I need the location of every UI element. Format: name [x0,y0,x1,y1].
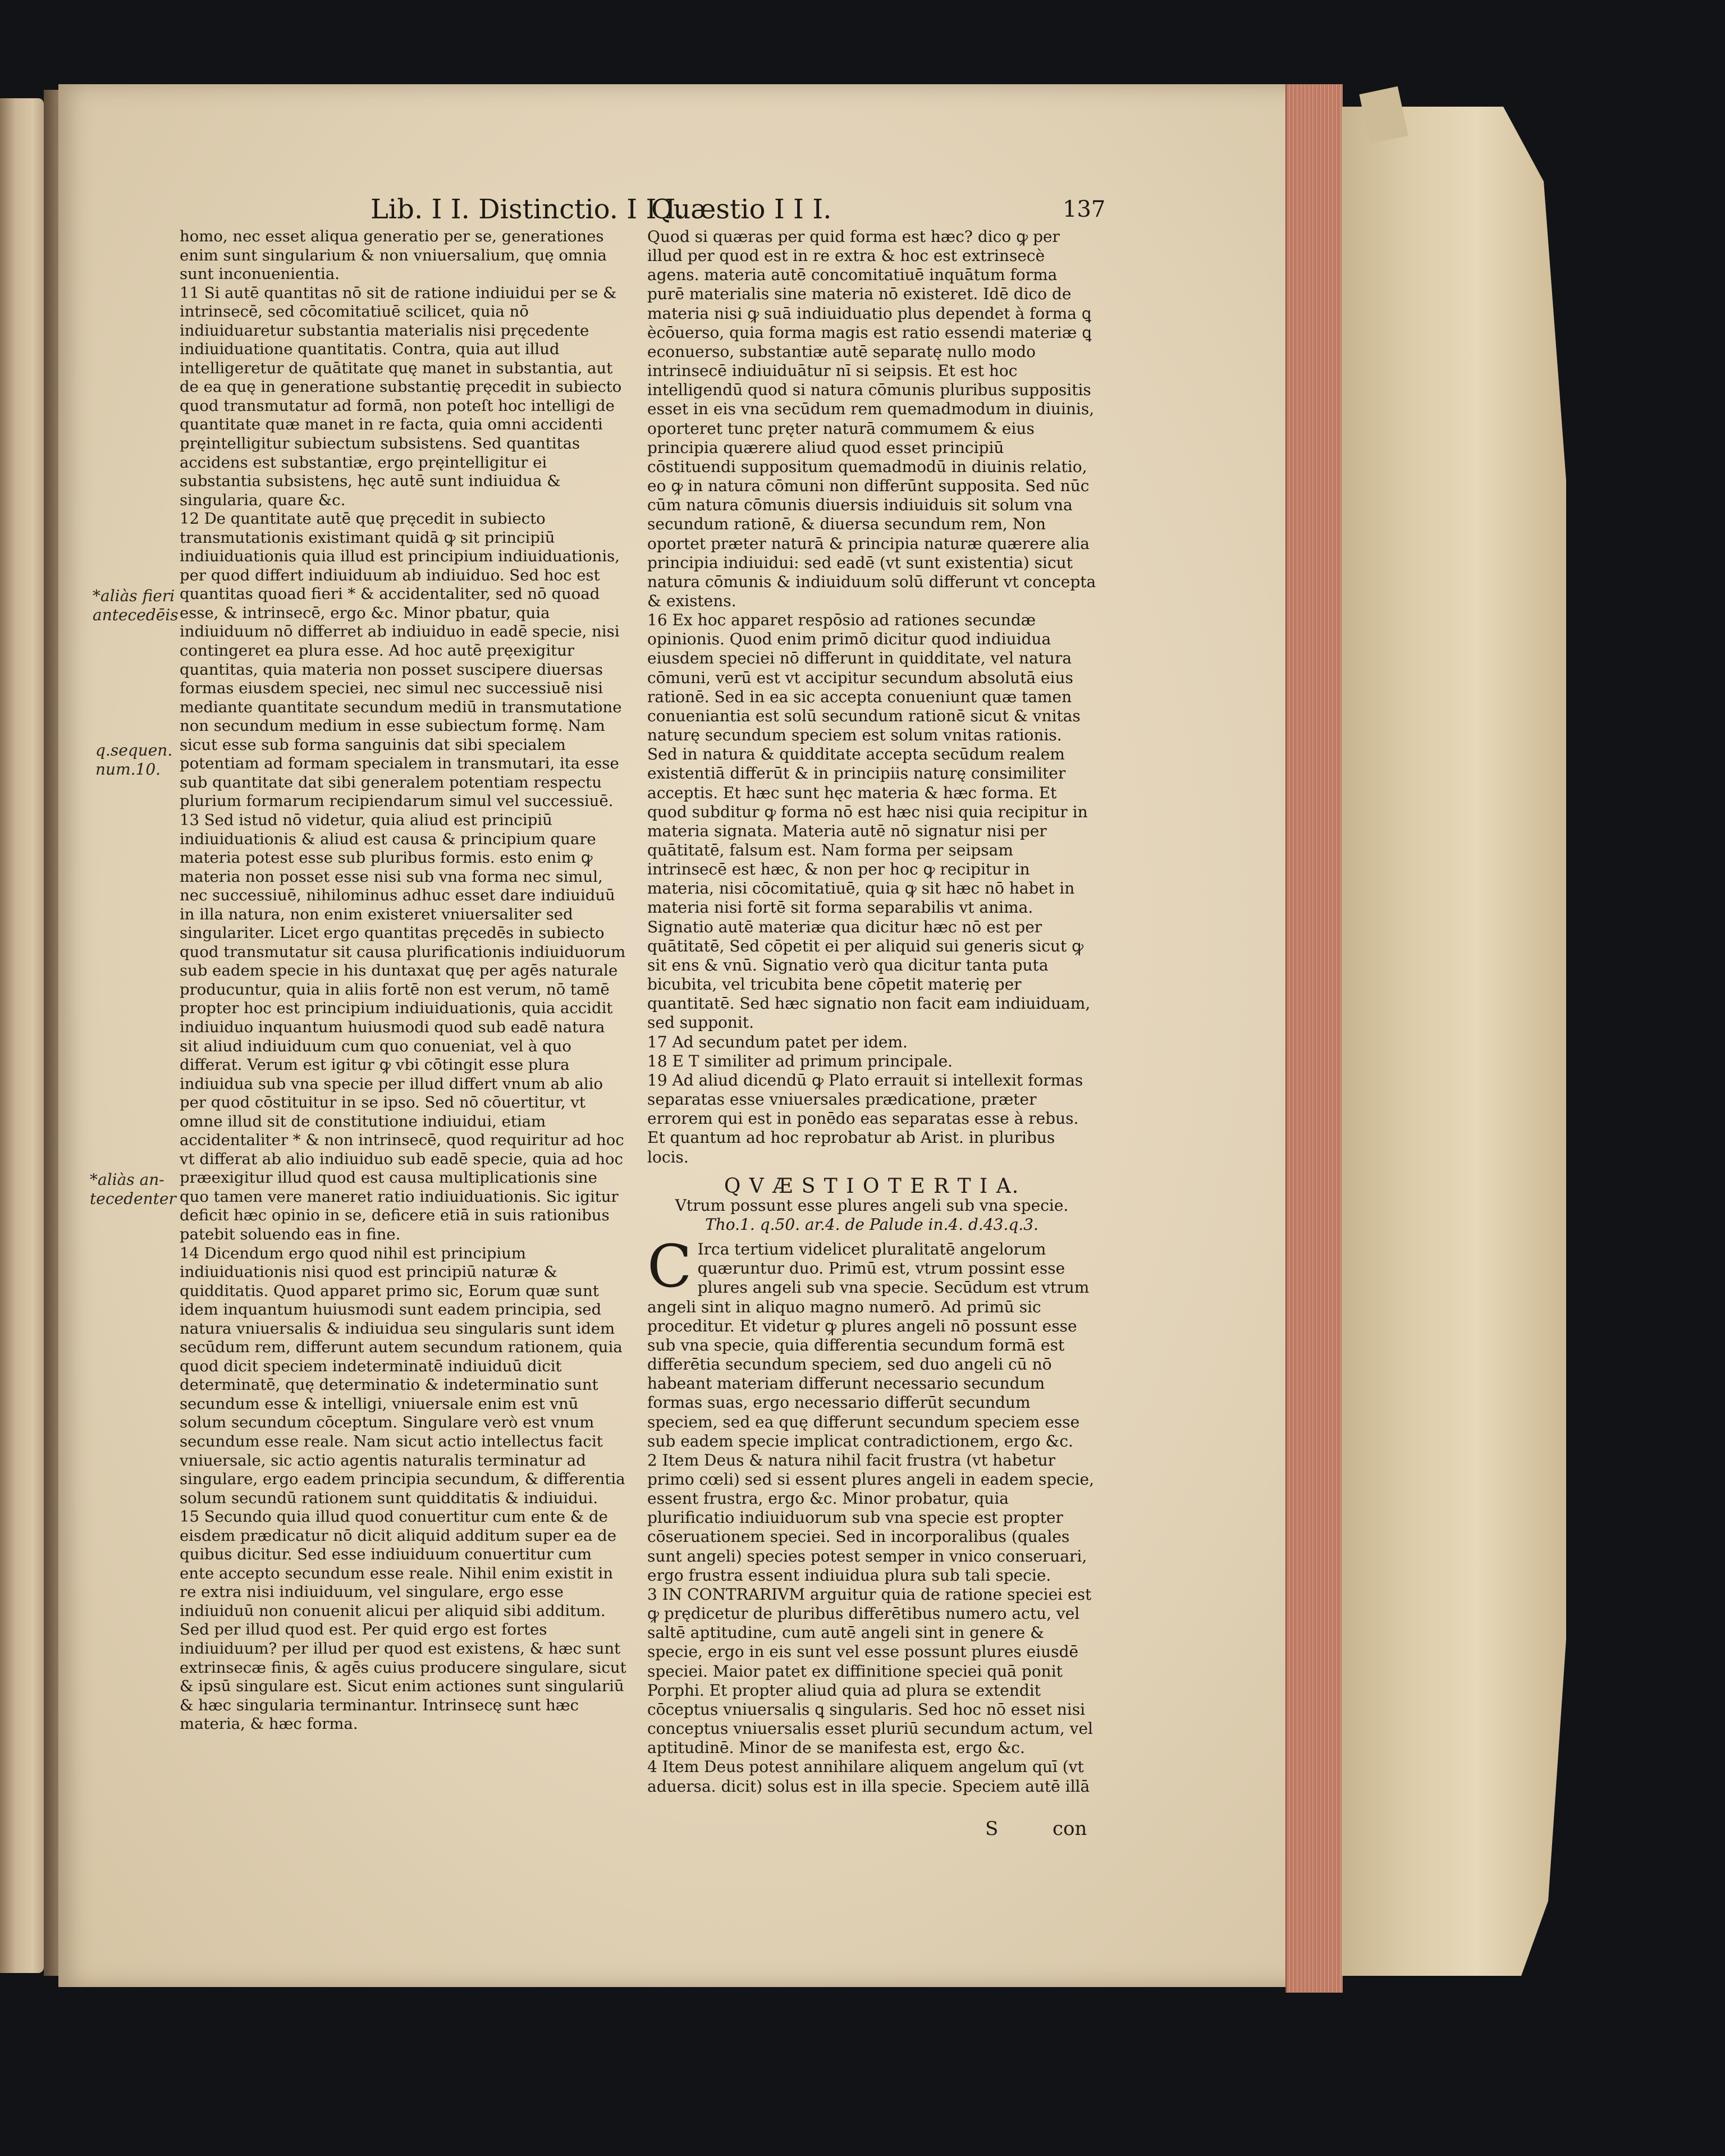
paragraph: 14 Dicendum ergo quod nihil est principium indiuiduationis nisi quod est principiū naturæ & quidditatis. Quod apparet primo sic, Eorum quæ sunt idem inquantum huiusmodi sunt eadem principia, sed natura vniuersalis & indiuidua seu singularis sunt idem secūdum rem, differunt autem secundum rationem, quia quod dicit speciem indeterminatē indiuiduū dicit determinatē, quę determinatio & indeterminatio sunt secundum esse & intelligi, vniuersale enim est vnū solum secundum cōceptum. Singulare verò est vnum secundum esse reale. Nam sicut actio intellectus facit vniuersale, sic actio agentis naturalis terminatur ad singulare, ergo eadem principia secundum, & differentia solum secundū rationem sunt quidditatis & indiuidui. [180,1244,625,1507]
margin-note: *aliàs fieri antecedēis [93,587,179,624]
question-reference: Tho.1. q.50. ar.4. de Palude in.4. d.43.q.3. [705,1215,1038,1234]
running-head-left: Lib. I I. Distinctio. I I I. [370,194,684,225]
signature-mark: S [985,1818,999,1840]
paragraph: 18 E T similiter ad primum principale. [647,1051,953,1070]
paragraph: homo, nec esset aliqua generatio per se, generationes enim sunt singularium & non vniuersalium, quę omnia sunt inconuenientia. [180,227,607,283]
drop-capital: C [647,1232,692,1301]
paragraph: 16 Ex hoc apparet respōsio ad rationes secundæ opinionis. Quod enim primō dicitur quod indiuidua eiusdem speciei nō differunt in quidditate, vel natura cōmuni, verū est vt accipitur secundum absolutā eius rationē. Sed in ea sic accepta conueniunt quæ tamen conueniantia est solū secundum rationē sicut & vnitas naturę secundum speciem est solum vnitas rationis. Sed in natura & quidditate accepta secūdum realem existentiā differūt & in principiis naturę consimiliter acceptis. Et hæc sunt hęc materia & hæc forma. Et quod subditur ꝙ forma nō est hæc nisi quia recipitur in materia signata. Materia autē nō signatur nisi per quātitatē, falsum est. Nam forma per seipsam intrinsecē est hæc, & non per hoc ꝙ recipitur in materia, nisi cōcomitatiuē, quia ꝙ sit hæc nō habet in materia nisi fortē sit forma separabilis vt anima. Signatio autē materiæ qua dicitur hæc nō est per quātitatē, Sed cōpetit ei per aliquid sui generis sicut ꝙ sit ens & vnū. Signatio verò qua dicitur tanta puta bicubita, vel tricubita bene cōpetit materię per quantitatē. Sed hæc signatio non facit eam indiuiduam, sed supponit. [647,611,1091,1032]
question-title: Q V Æ S T I O T E R T I A. [724,1174,1020,1198]
margin-note: q.sequen. num.10. [95,741,173,779]
margin-note: *aliàs an- tecedenter [90,1170,176,1208]
paragraph: 12 De quantitate autē quę pręcedit in subiecto transmutationis existimant quidā ꝙ sit principiū indiuiduationis quia illud est principium indiuiduationis, per quod differt indiuiduum ab indiuiduo. Sed hoc est quantitas quoad fieri * & accidentaliter, sed nō quoad esse, & intrinsecē, ergo &c. Minor pbatur, quia indiuiduum nō differret ab indiuiduo in eadē specie, nisi contingeret ea plura esse. Ad hoc autē pręexigitur quantitas, quia materia non posset suscipere diuersas formas eiusdem speciei, nec simul nec successiuē nisi mediante quantitate secundum mediū in transmutatione non secundum medium in esse subiectum formę. Nam sicut esse sub forma sanguinis dat sibi specialem potentiam ad formam specialem in transmutari, ita esse sub quantitate dat sibi generalem potentiam respectu plurium formarum recipiendarum simul vel successiuē. [180,510,622,811]
vellum-cover [1342,107,1566,1976]
paragraph: 13 Sed istud nō videtur, quia aliud est principiū indiuiduationis & aliud est causa & principium quare materia potest esse sub pluribus formis. esto enim ꝙ materia non posset esse nisi sub vna forma nec simul, nec successiuē, nihilominus adhuc esset dare indiuiduū in illa natura, non enim existeret vniuersaliter sed singulariter. Licet ergo quantitas pręcedēs in subiecto quod transmutatur sit causa plurificationis indiuiduorum sub eadem specie in his duntaxat quę per agēs naturale producuntur, quia in aliis fortē non est verum, nō tamē propter hoc est principium indiuiduationis, quia accidit indiuiduo inquantum huiusmodi quod sub eadē natura sit aliud indiuiduum cum quo conueniat, vel à quo differat. Verum est igitur ꝙ vbi cōtingit esse plura indiuidua sub vna specie per illud differt vnum ab alio per quod cōstituitur in se ipso. Sed nō cōuertitur, vt omne illud sit de constitutione indiuidui, etiam accidentaliter * & non intrinsecē, quod requiritur ad hoc vt differat ab alio indiuiduo sub eadē specie, quia ad hoc præexigitur illud quod est causa multiplicationis sine quo tamen vere maneret ratio indiuiduationis. Sic igitur deficit hæc opinio in se, deficere etiā in suis rationibus patebit soluendo eas in fine. [180,811,626,1243]
paragraph [647,1232,1096,1451]
book-gutter [44,90,58,1976]
paragraph: 2 Item Deus & natura nihil facit frustra (vt habetur primo cœli) sed si essent plures angeli in eadem specie, essent frustra, ergo &c. Minor probatur, quia plurificatio indiuiduorum sub vna specie est propter cōseruationem speciei. Sed in incorporalibus (quales sunt angeli) species potest semper in vnico conseruari, ergo frustra essent indiuidua plura sub tali specie. [647,1450,1094,1585]
facing-page-edge [0,98,44,1973]
page-fore-edge [1285,84,1343,1993]
paragraph: 19 Ad aliud dicendū ꝙ Plato errauit si intellexit formas separatas esse vniuersales prædicatione, præter errorem qui est in ponēdo eas separatas esse à rebus. Et quantum ad hoc reprobatur ab Arist. in pluribus locis. [647,1070,1083,1166]
paragraph: 15 Secundo quia illud quod conuertitur cum ente & de eisdem prædicatur nō dicit aliquid additum super ea de quibus dicitur. Sed esse indiuiduum conuertitur cum ente accepto secundum esse reale. Nihil enim existit in re extra nisi indiuiduum, vel singulare, ergo esse indiuiduū non conuenit alicui per aliquid sibi additum. Sed per illud quod est. Per quid ergo est fortes indiuiduum? per illud per quod est existens, & hæc sunt extrinsecæ finis, & agēs cuius producere singulare, sicut & ipsū singulare est. Sicut enim actiones sunt singulariū & hæc singularia terminantur. Intrinsecę sunt hæc materia, & hæc forma. [180,1508,626,1733]
paragraph: Quod si quæras per quid forma est hæc? dico ꝙ per illud per quod est in re extra & hoc est extrinsecè agens. materia autē concomitatiuē inquātum forma purē materialis sine materia nō existeret. Idē dico de materia nisi ꝙ suā indiuiduatio plus dependet à forma ꝗ ècōuerso, quia forma magis est ratio essendi materiæ ꝗ econuerso, substantiæ autē separatę nullo modo intrinsecē indiuiduātur nī si seipsis. Et est hoc intelligendū quod si natura cōmunis pluribus suppositis esset in eis vna secūdum rem quemadmodum in diuinis, oporteret tunc pręter naturā commumem & eius principia quærere aliud quod esset principiū cōstituendi suppositum quemadmodū in diuinis relatio, eo ꝙ in natura cōmuni non differūnt supposita. Sed nūc cūm natura cōmunis diuersis indiuiduis sit solum vna secundum rationē, & diuersa secundum rem, Non oportet præter naturā & principia naturæ quærere alia principia indiuidui: sed eadē (vt sunt existentia) sicut natura cōmunis & indiuiduum solū differunt vt concepta & existens. [647,227,1096,610]
paragraph: 17 Ad secundum patet per idem. [647,1032,908,1051]
running-head-right: Quæstio I I I. [651,194,832,225]
folio-number: 137 [1063,196,1106,222]
catchword: con [1053,1818,1087,1840]
right-column [647,227,1096,1796]
paragraph: 3 IN CONTRARIVM arguitur quia de ratione speciei est ꝙ prędicetur de pluribus differētibus numero actu, vel saltē aptitudine, cum autē angeli sint in genere & specie, ergo in eis sunt vel esse possunt plures eiusdē speciei. Maior patet ex diffinitione speciei quā ponit Porphi. Et propter aliud quia ad plura se extendit cōceptus vniuersalis ꝗ singularis. Sed hoc nō esset nisi conceptus vniuersalis esset pluriū secundum actum, vel aptitudinē. Minor de se manifesta est, ergo &c. [647,1585,1093,1757]
left-column [180,227,629,1734]
paragraph: 4 Item Deus potest annihilare aliquem angelum quī (vt aduersa. dicit) solus est in illa specie. Speciem autē illā [647,1757,1090,1796]
paragraph: 11 Si autē quantitas nō sit de ratione indiuidui per se & intrinsecē, sed cōcomitatiuē scilicet, quia nō indiuiduaretur substantia materialis nisi pręcedente indiuiduatione quantitatis. Contra, quia aut illud intelligeretur de quātitate quę manet in substantia, aut de ea quę in generatione substantię pręcedit in subiecto quod transmutatur ad formā, non poteſt hoc intelligi de quantitate quæ manet in re facta, quia omni accidenti pręintelligitur subiectum subsistens. Sed quantitas accidens est substantiæ, ergo pręintelligitur ei substantia subsistens, hęc autē sunt indiuidua & singularia, quare &c. [180,283,622,509]
paragraph-text: Irca tertium videlicet pluralitatē angelorum quæruntur duo. Primū est, vtrum possint esse plures angeli sub vna specie. Secūdum est vtrum angeli sint in aliquo magno numerō. Ad primū sic proceditur. Et videtur ꝙ plures angeli nō possunt esse sub vna specie, quia differentia secundum formā est differētia secundum speciem, sed duo angeli cū nō habeant materiam differunt necessario secundum formas suas, ergo necessario differūt secundum speciem, sed ea quę differunt secundum speciem esse sub eadem specie implicat contradictionem, ergo &c. [647,1240,1090,1450]
question-subtitle: Vtrum possunt esse plures angeli sub vna specie. [675,1196,1069,1215]
